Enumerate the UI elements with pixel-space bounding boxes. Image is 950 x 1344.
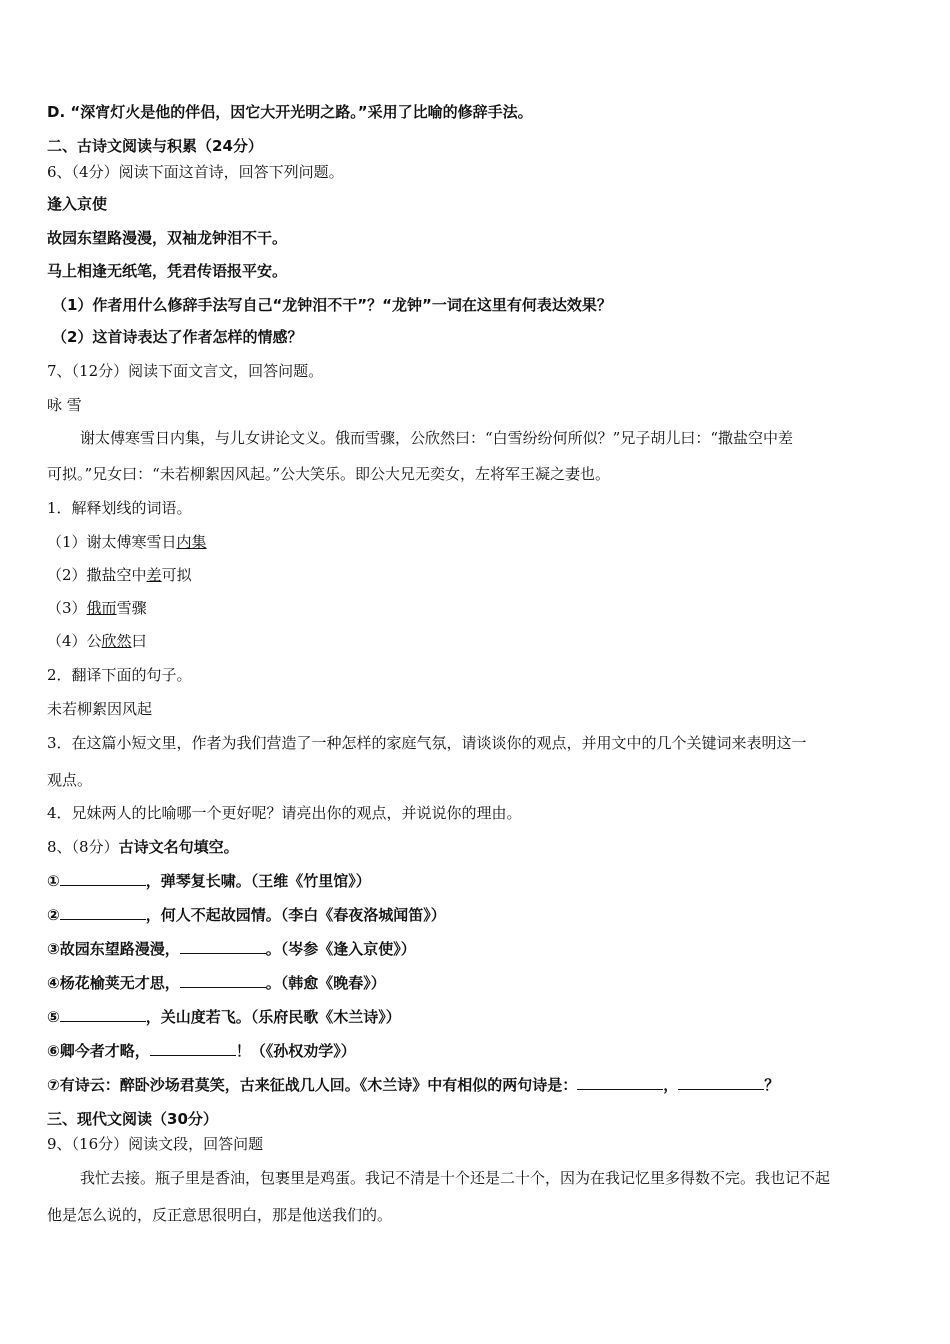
- word-item-2: [47, 565, 910, 585]
- word-item-1: [47, 532, 910, 552]
- fill-item-5-number: ⑤: [47, 1008, 60, 1026]
- word-item-4: [47, 631, 910, 651]
- underlined-word-1: 内集: [176, 533, 207, 551]
- fill-item-7: [47, 1075, 910, 1095]
- word-item-3: [47, 598, 910, 618]
- fill-item-6: [47, 1041, 910, 1061]
- question-6-prompt: [47, 162, 910, 182]
- passage-line-1: 谢太傅寒雪日内集，与儿女讲论文义。俄而雪骤，公欣然曰：“白雪纷纷何所似？”兄子胡儿曰：“撒盐空中差: [80, 429, 794, 447]
- q7-sub-question-3-line-2: 观点。: [47, 771, 93, 789]
- q6-prompt-text: 6、（4分）阅读下面这首诗，回答下列问题。: [47, 163, 344, 181]
- answer-blank[interactable]: [678, 1075, 764, 1090]
- answer-blank[interactable]: [60, 1007, 146, 1022]
- q7-sub-question-2: 2．翻译下面的句子。: [47, 666, 192, 684]
- section-2-title: 二、古诗文阅读与积累（24分）: [47, 137, 263, 155]
- fill-item-7-separator: ，: [663, 1076, 679, 1094]
- fill-item-2: [47, 905, 910, 925]
- answer-blank[interactable]: [60, 905, 146, 920]
- passage-title: 咏 雪: [47, 396, 82, 414]
- passage-line-2: 可拟。”兄女曰：“未若柳絮因风起。”公大笑乐。即公大兄无奕女，左将军王凝之妻也。: [47, 465, 611, 483]
- word-item-1-prefix: （1）谢太傅寒雪日: [47, 533, 177, 551]
- answer-blank[interactable]: [577, 1075, 663, 1090]
- translate-sentence: 未若柳絮因风起: [47, 700, 153, 718]
- answer-blank[interactable]: [180, 973, 266, 988]
- option-d: [47, 102, 910, 122]
- q7-sub-question-3-line-1: 3．在这篇小短文里，作者为我们营造了一种怎样的家庭气氛，请谈谈你的观点，并用文中的几个关键词来表明这一: [47, 734, 807, 752]
- poem-title: 逢入京使: [47, 195, 108, 213]
- underlined-word-3: 俄而: [86, 599, 117, 617]
- question-8-prompt: [47, 837, 910, 857]
- fill-item-1-number: ①: [47, 872, 60, 890]
- q6-sub-question-1: （1）作者用什么修辞手法写自己“龙钟泪不干”？“龙钟”一词在这里有何表达效果？: [52, 296, 612, 314]
- fill-item-7-prefix: ⑦有诗云：醉卧沙场君莫笑，古来征战几人回。《木兰诗》中有相似的两句诗是：: [47, 1076, 578, 1094]
- fill-item-1: [47, 871, 910, 891]
- q9-passage-line-2: 他是怎么说的，反正意思很明白，那是他送我们的。: [47, 1206, 393, 1224]
- q7-sub-question-1: 1．解释划线的词语。: [47, 499, 192, 517]
- section-3-title: 三、现代文阅读（30分）: [47, 1110, 218, 1128]
- question-9-prompt: 9、（16分）阅读文段，回答问题: [47, 1135, 264, 1153]
- q9-passage-line-1: 我忙去接。瓶子里是香油，包裹里是鸡蛋。我记不清是十个还是二十个，因为在我记忆里多得数不完。我也记不起: [80, 1169, 831, 1187]
- fill-item-4-prefix: ④杨花榆荚无才思，: [47, 974, 180, 992]
- word-item-2-suffix: 可拟: [161, 566, 192, 584]
- fill-item-7-suffix: ？: [764, 1076, 780, 1094]
- fill-item-2-text: ，何人不起故园情。（李白《春夜洛城闻笛》）: [145, 906, 446, 924]
- q8-prompt-prefix: 8、（8分）: [47, 838, 119, 856]
- question-7-prompt: 7、（12分）阅读下面文言文，回答问题。: [47, 362, 324, 380]
- underlined-word-4: 欣然: [101, 632, 132, 650]
- fill-item-6-prefix: ⑥卿今者才略，: [47, 1042, 150, 1060]
- poem-line-1: 故园东望路漫漫，双袖龙钟泪不干。: [47, 229, 288, 247]
- fill-item-5: [47, 1007, 910, 1027]
- underlined-word-2: 差: [146, 566, 162, 584]
- poem-line-2: 马上相逢无纸笔，凭君传语报平安。: [47, 262, 288, 280]
- word-item-2-prefix: （2）撒盐空中: [47, 566, 147, 584]
- answer-blank[interactable]: [150, 1041, 236, 1056]
- fill-item-3: [47, 939, 910, 959]
- q8-prompt-title: 古诗文名句填空。: [118, 838, 239, 856]
- word-item-3-prefix: （3）: [47, 599, 87, 617]
- fill-item-6-suffix: ！（《孙权劝学》）: [235, 1042, 356, 1060]
- option-d-text: “深宵灯火是他的伴侣，因它大开光明之路。”采用了比喻的修辞手法。: [70, 103, 533, 121]
- fill-item-3-suffix: 。（岑参《逢入京使》）: [265, 940, 416, 958]
- answer-blank[interactable]: [180, 939, 266, 954]
- fill-item-3-prefix: ③故园东望路漫漫，: [47, 940, 180, 958]
- fill-item-5-text: ，关山度若飞。（乐府民歌《木兰诗》）: [145, 1008, 401, 1026]
- word-item-3-suffix: 雪骤: [116, 599, 147, 617]
- fill-item-4: [47, 973, 910, 993]
- option-d-label: D.: [47, 103, 66, 121]
- word-item-4-suffix: 曰: [131, 632, 147, 650]
- fill-item-1-text: ，弹琴复长啸。（王维《竹里馆》）: [145, 872, 371, 890]
- fill-item-4-suffix: 。（韩愈《晚春》）: [265, 974, 386, 992]
- fill-item-2-number: ②: [47, 906, 60, 924]
- q6-sub-question-2: （2）这首诗表达了作者怎样的情感？: [52, 328, 303, 346]
- q7-sub-question-4: 4．兄妹两人的比喻哪一个更好呢？请亮出你的观点，并说说你的理由。: [47, 804, 522, 822]
- answer-blank[interactable]: [60, 871, 146, 886]
- word-item-4-prefix: （4）公: [47, 632, 102, 650]
